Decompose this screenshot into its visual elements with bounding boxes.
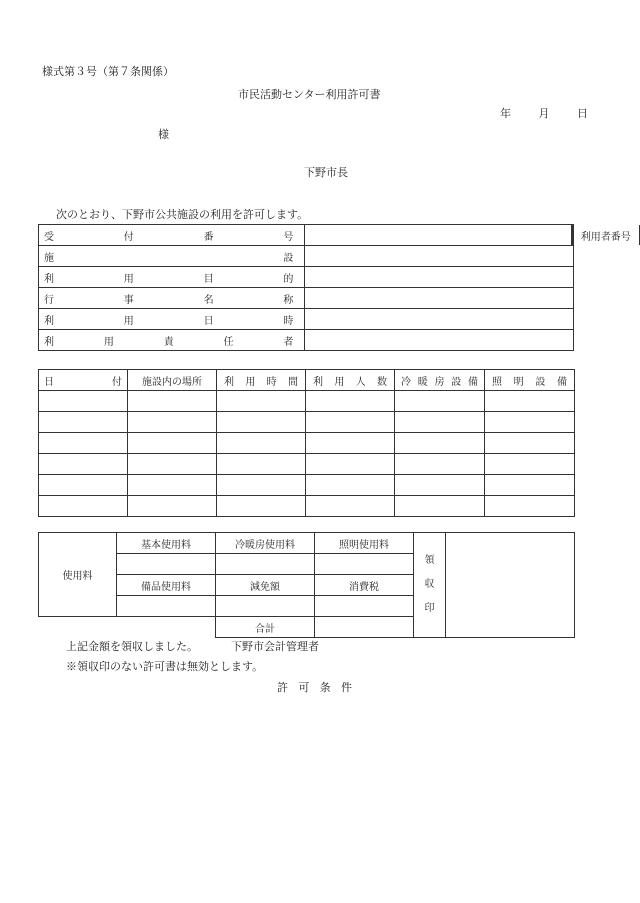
schedule-row <box>39 454 575 475</box>
accountant-label: 下野市会計管理者 <box>231 640 319 653</box>
schedule-row <box>39 433 575 454</box>
schedule-row <box>39 391 575 412</box>
info-row-event <box>39 288 574 309</box>
fee-basic-value <box>117 554 216 575</box>
receipt-number-label: 受 付 番 号 <box>39 225 305 246</box>
receipt-note: 上記金額を領収しました。 <box>66 640 198 653</box>
facility-value <box>305 246 574 267</box>
info-row-responsible <box>39 330 574 351</box>
schedule-row <box>39 496 575 517</box>
info-row-receipt <box>39 225 574 246</box>
schedule-header-hvac: 冷 暖 房 設 備 <box>395 370 485 391</box>
date-line <box>500 108 588 119</box>
event-name-value <box>305 288 574 309</box>
issuer-name: 下野市長 <box>304 166 348 179</box>
receipt-seal-area <box>446 533 575 638</box>
info-row-datetime <box>39 309 574 330</box>
user-number-label: 利 用 者 番 号 <box>572 225 640 245</box>
usage-datetime-value <box>305 309 574 330</box>
receipt-seal-label: 領 収 印 <box>414 533 446 638</box>
schedule-header-people: 利 用 人 数 <box>306 370 395 391</box>
fee-row-label: 使用料 <box>39 533 117 617</box>
fee-tax-value <box>315 596 414 617</box>
responsible-person-value <box>305 330 574 351</box>
fee-tax-label: 消費税 <box>315 575 414 596</box>
void-note: ※領収印のない許可書は無効とします。 <box>66 660 264 673</box>
schedule-header-time: 利 用 時 間 <box>217 370 306 391</box>
usage-datetime-label: 利 用 日 時 <box>39 309 305 330</box>
purpose-value <box>305 267 574 288</box>
fee-total-value <box>315 617 414 638</box>
fee-lighting-value <box>315 554 414 575</box>
document-title: 市民活動センター利用許可書 <box>238 88 381 101</box>
fee-basic-label: 基本使用料 <box>117 533 216 554</box>
info-row-facility <box>39 246 574 267</box>
intro-text: 次のとおり、下野市公共施設の利用を許可します。 <box>56 208 309 221</box>
form-number: 様式第３号（第７条関係） <box>42 65 174 78</box>
fee-total-spacer <box>39 617 216 638</box>
info-row-purpose <box>39 267 574 288</box>
schedule-table <box>38 369 575 517</box>
date-day-label: 日 <box>577 107 588 120</box>
schedule-header-date: 日 付 <box>39 370 128 391</box>
fee-table <box>38 532 575 638</box>
schedule-row <box>39 475 575 496</box>
fee-discount-label: 減免額 <box>216 575 315 596</box>
fee-lighting-label: 照明使用料 <box>315 533 414 554</box>
facility-label: 施 設 <box>39 246 305 267</box>
addressee-suffix: 様 <box>158 128 169 141</box>
fee-hvac-value <box>216 554 315 575</box>
fee-equipment-value <box>117 596 216 617</box>
receipt-user-area <box>571 225 631 246</box>
date-year-label: 年 <box>500 107 511 120</box>
info-table <box>38 224 631 351</box>
fee-discount-value <box>216 596 315 617</box>
fee-total-label: 合計 <box>216 617 315 638</box>
conditions-heading: 許 可 条 件 <box>277 681 352 694</box>
fee-equipment-label: 備品使用料 <box>117 575 216 596</box>
purpose-label: 利 用 目 的 <box>39 267 305 288</box>
schedule-header-lighting: 照 明 設 備 <box>485 370 575 391</box>
event-name-label: 行 事 名 称 <box>39 288 305 309</box>
date-month-label: 月 <box>538 107 550 120</box>
schedule-header-row <box>39 370 575 391</box>
receipt-number-value <box>305 225 571 246</box>
responsible-person-label: 利 用 責 任 者 <box>39 330 305 351</box>
schedule-row <box>39 412 575 433</box>
fee-row-1 <box>39 533 575 554</box>
fee-hvac-label: 冷暖房使用料 <box>216 533 315 554</box>
schedule-header-place: 施設内の場所 <box>128 370 217 391</box>
